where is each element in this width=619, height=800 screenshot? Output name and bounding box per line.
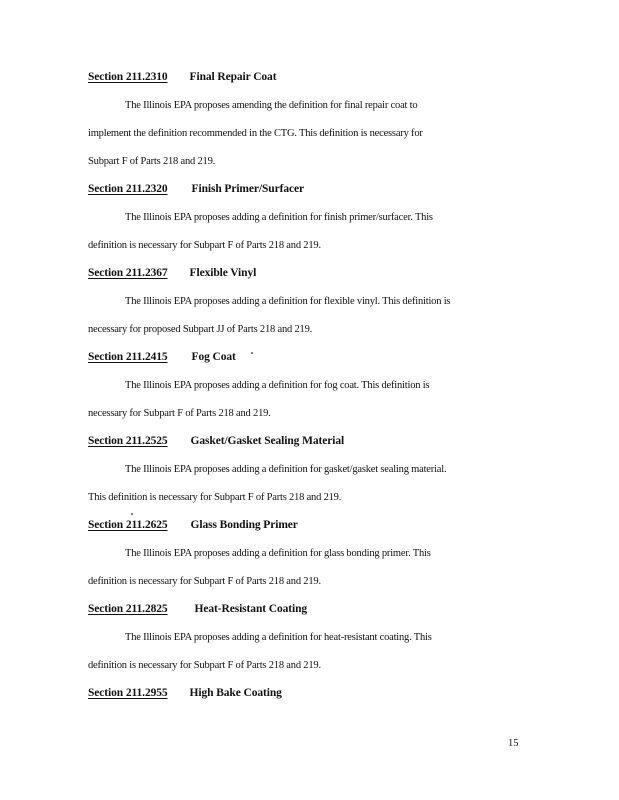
section-title: Gasket/Gasket Sealing Material — [190, 435, 345, 447]
paragraph-line: necessary for Subpart F of Parts 218 and 219. — [88, 408, 271, 419]
paragraph-line: definition is necessary for Subpart F of Parts 218 and 219. — [88, 576, 321, 587]
section-number: Section 211.2310 — [88, 71, 168, 83]
section-number: Section 211.2955 — [88, 687, 168, 699]
section-title: High Bake Coating — [189, 687, 282, 699]
section-title: Glass Bonding Primer — [190, 519, 298, 531]
section-heading — [88, 435, 344, 447]
section-title: Final Repair Coat — [189, 71, 277, 83]
paragraph-line: definition is necessary for Subpart F of Parts 218 and 219. — [88, 660, 321, 671]
section-number: Section 211.2825 — [88, 603, 168, 615]
paragraph-line: Subpart F of Parts 218 and 219. — [88, 156, 216, 167]
section-number: Section 211.2367 — [88, 267, 168, 279]
paragraph-line: The Illinois EPA proposes adding a definition for fog coat. This definition is — [125, 380, 430, 391]
section-title: Finish Primer/Surfacer — [191, 183, 304, 195]
section-title: Flexible Vinyl — [189, 267, 257, 279]
section-heading — [88, 351, 236, 363]
section-title: Heat-Resistant Coating — [194, 603, 308, 615]
section-number: Section 211.2625 — [88, 519, 168, 531]
section-heading — [88, 267, 256, 279]
section-heading — [88, 519, 298, 531]
section-heading — [88, 603, 307, 615]
section-heading — [88, 687, 282, 699]
paragraph-line: The Illinois EPA proposes amending the definition for final repair coat to — [125, 100, 418, 111]
paragraph-line: The Illinois EPA proposes adding a definition for finish primer/surfacer. This — [125, 212, 433, 223]
scan-speck — [131, 513, 133, 515]
section-number: Section 211.2320 — [88, 183, 168, 195]
section-number: Section 211.2525 — [88, 435, 168, 447]
paragraph-line: This definition is necessary for Subpart F of Parts 218 and 219. — [88, 492, 342, 503]
page-number: 15 — [508, 738, 519, 749]
paragraph-line: necessary for proposed Subpart JJ of Parts 218 and 219. — [88, 324, 313, 335]
paragraph-line: The Illinois EPA proposes adding a definition for heat-resistant coating. This — [125, 632, 432, 643]
paragraph-line: The Illinois EPA proposes adding a definition for flexible vinyl. This definition is — [125, 296, 451, 307]
paragraph-line: implement the definition recommended in the CTG. This definition is necessary for — [88, 128, 423, 139]
paragraph-line: The Illinois EPA proposes adding a definition for gasket/gasket sealing material. — [125, 464, 447, 475]
section-number: Section 211.2415 — [88, 351, 168, 363]
section-heading — [88, 71, 276, 83]
section-title: Fog Coat — [191, 351, 236, 363]
paragraph-line: The Illinois EPA proposes adding a definition for glass bonding primer. This — [125, 548, 431, 559]
scan-speck — [251, 352, 253, 354]
section-heading — [88, 183, 304, 195]
paragraph-line: definition is necessary for Subpart F of Parts 218 and 219. — [88, 240, 321, 251]
